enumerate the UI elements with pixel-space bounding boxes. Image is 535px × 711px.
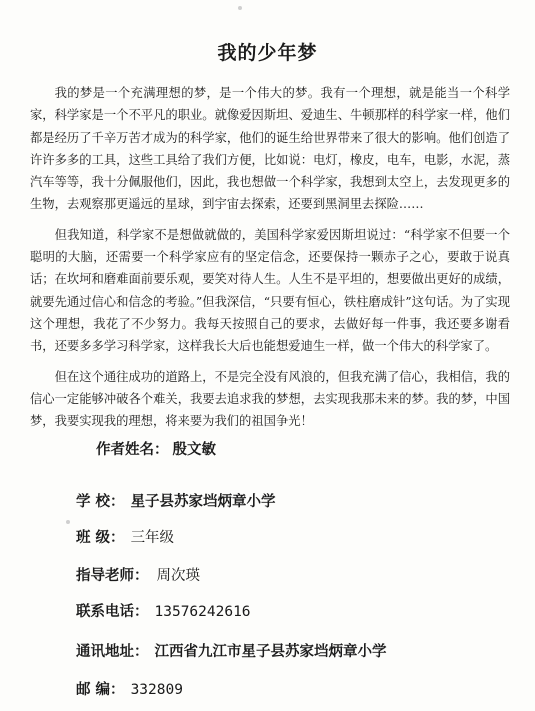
scan-speck bbox=[238, 6, 242, 10]
paragraph-3: 但在这个通往成功的道路上，不是完全没有风浪的，但我充满了信心，我相信，我的信心一定能够冲破各个难关，我要去追求我的梦想，去实现我那未来的梦。我的梦，中国梦，我要实现我的理想，将来要为我们的祖国争光！ bbox=[30, 369, 510, 429]
author-value: 殷文敏 bbox=[172, 442, 216, 458]
class-row bbox=[76, 526, 174, 547]
teacher-row bbox=[76, 564, 200, 585]
address-row bbox=[76, 640, 387, 661]
scan-speck bbox=[66, 520, 70, 524]
teacher-value: 周次瑛 bbox=[156, 568, 200, 584]
class-label: 班 级： bbox=[76, 530, 125, 546]
postcode-value: 332809 bbox=[130, 682, 183, 698]
class-value: 三年级 bbox=[130, 530, 175, 546]
paragraph-1: 我的梦是一个充满理想的梦，是一个伟大的梦。我有一个理想，就是能当一个科学家，科学家是一个不平凡的职业。就像爱因斯坦、爱迪生、牛顿那样的科学家一样，他们都是经历了千辛万苦才成为的科学家，他们的诞生给世界带来了很大的影响。他们创造了许许多多的工具，这些工具给了我们方便，比如说：电灯，橡皮，电车，电影，水泥，蒸汽车等等，我十分佩服他们，因此，我也想做一个科学家，我想到太空上，去发现更多的生物，去观察那更遥远的星球，到宇宙去探索，还要到黑洞里去探险…… bbox=[30, 86, 510, 212]
essay-title: 我的少年梦 bbox=[217, 42, 318, 64]
school-label: 学 校： bbox=[76, 494, 125, 510]
postcode-label: 邮 编： bbox=[76, 682, 125, 698]
phone-row bbox=[76, 600, 251, 621]
school-value: 星子县苏家垱炳章小学 bbox=[130, 494, 276, 510]
paragraph-2: 但我知道，科学家不是想做就做的，美国科学家爱因斯坦说过：“科学家不但要一个聪明的大脑，还需要一个科学家应有的坚定信念，还要保持一颗赤子之心，要敢于说真话；在坎坷和磨难面前要乐观，要笑对待人生。人生不是平坦的，想要做出更好的成绩，就要先通过信心和信念的考验。”但我深信，“只要有恒心，铁柱磨成针”这句话。为了实现这个理想，我花了不少努力。我每天按照自己的要求，去做好每一件事，我还要多谢看书，还要多多学习科学家，这样我长大后也能想爱迪生一样，做一个伟大的科学家了。 bbox=[30, 227, 510, 354]
teacher-label: 指导老师： bbox=[76, 568, 149, 584]
essay-body bbox=[30, 82, 510, 440]
postcode-row bbox=[76, 678, 183, 699]
school-row bbox=[76, 490, 276, 511]
phone-label: 联系电话： bbox=[76, 604, 149, 620]
address-label: 通讯地址： bbox=[76, 644, 149, 660]
address-value: 江西省九江市星子县苏家垱炳章小学 bbox=[154, 644, 387, 660]
author-label: 作者姓名： bbox=[96, 442, 169, 458]
author-row bbox=[96, 438, 216, 459]
phone-value: 13576242616 bbox=[154, 604, 251, 620]
